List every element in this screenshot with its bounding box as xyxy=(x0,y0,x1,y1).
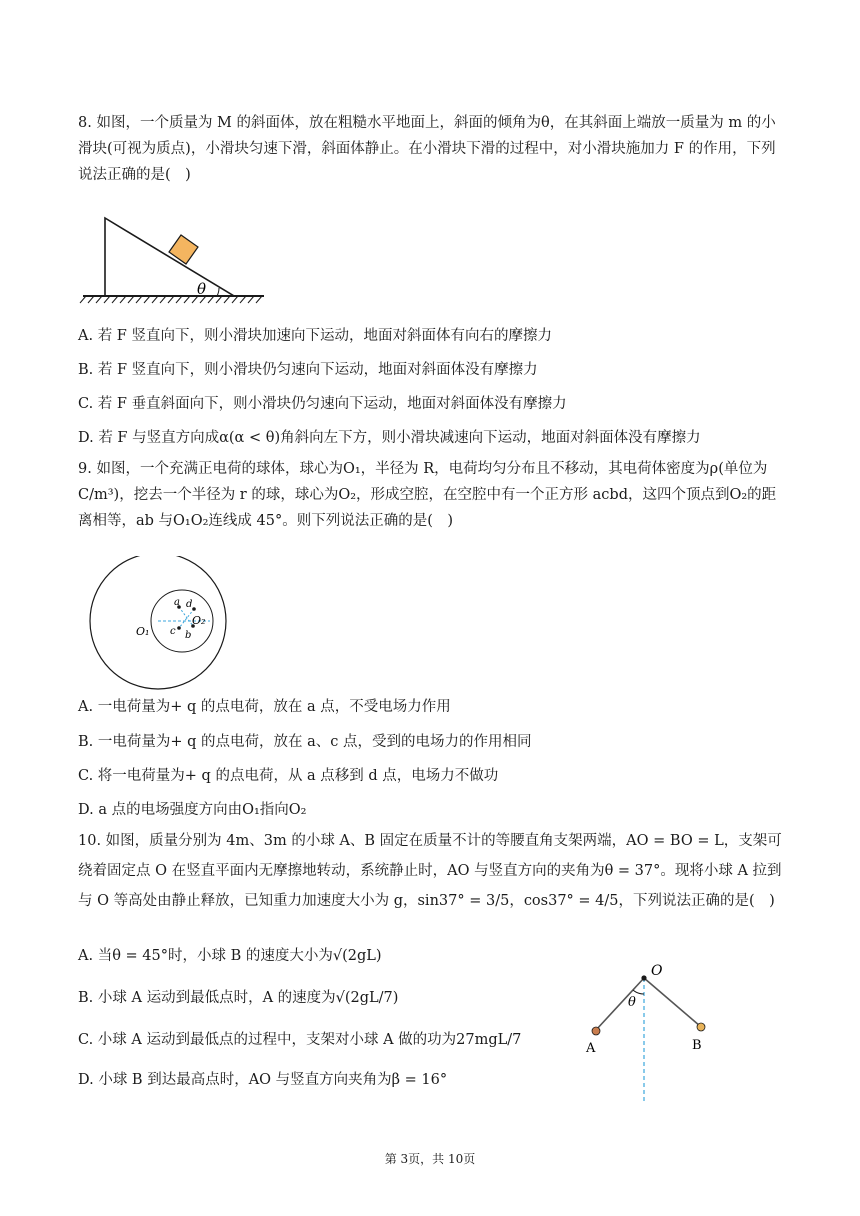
q9-option-b[interactable]: B. 一电荷量为+ q 的点电荷，放在 a、c 点，受到的电场力的作用相同 xyxy=(78,734,532,750)
q9-stem: 9. 如图，一个充满正电荷的球体，球心为O₁，半径为 R，电荷均匀分布且不移动，其电荷体密度为ρ(单位为 C/m³)，挖去一个半径为 r 的球，球心为O₂，形成空腔，在空腔中有一个正方形 acbd，这四个顶点到O₂的距离相等，ab 与O₁O₂连线成 45°。则下列说法正确的是( ) xyxy=(78,461,777,529)
o1-label: O₁ xyxy=(136,625,150,638)
b-label: B xyxy=(692,1038,702,1053)
o2-label: O₂ xyxy=(192,614,206,627)
q9-option-d[interactable]: D. a 点的电场强度方向由O₁指向O₂ xyxy=(78,802,307,818)
q9-option-c[interactable]: C. 将一电荷量为+ q 的点电荷，从 a 点移到 d 点，电场力不做功 xyxy=(78,768,499,784)
theta-label: θ xyxy=(197,280,207,298)
page-footer: 第 3页，共 10页 xyxy=(384,1152,476,1166)
q8-stem: 8. 如图，一个质量为 M 的斜面体，放在粗糙水平地面上，斜面的倾角为θ，在其斜面上端放一质量为 m 的小滑块(可视为质点)，小滑块匀速下滑，斜面体静止。在小滑块下滑的过程中，对小滑块施加力 F 的作用，下列说法正确的是( ) xyxy=(78,115,776,183)
q10-option-c[interactable]: C. 小球 A 运动到最低点的过程中，支架对小球 A 做的功为27mgL/7 xyxy=(78,1032,522,1048)
q9-sphere-figure xyxy=(78,556,238,690)
point-a-label: a xyxy=(174,597,180,608)
q8-option-c[interactable]: C. 若 F 垂直斜面向下，则小滑块仍匀速向下运动，地面对斜面体没有摩擦力 xyxy=(78,396,567,412)
q8-incline-figure xyxy=(78,212,268,304)
point-b-label: b xyxy=(185,630,192,641)
ball-a xyxy=(592,1027,600,1035)
q8-option-a[interactable]: A. 若 F 竖直向下，则小滑块加速向下运动，地面对斜面体有向右的摩擦力 xyxy=(78,328,552,344)
theta-label-q10: θ xyxy=(628,995,636,1010)
ball-b xyxy=(697,1023,705,1031)
q10-pendulum-figure xyxy=(580,960,720,1108)
outer-sphere xyxy=(90,556,226,689)
q10-stem: 10. 如图，质量分别为 4m、3m 的小球 A、B 固定在质量不计的等腰直角支架两端，AO = BO = L，支架可绕着固定点 O 在竖直平面内无摩擦地转动，系统静止时，AO 与竖直方向的夹角为θ = 37°。现将小球 A 拉到与 O 等高处由静止释放，已知重力加速度大小为 g，sin37° = 3/5，cos37° = 4/5，下列说法正确的是( ) xyxy=(78,833,782,909)
q8-option-d[interactable]: D. 若 F 与竖直方向成α(α < θ)角斜向左下方，则小滑块减速向下运动，地面对斜面体没有摩擦力 xyxy=(78,430,701,446)
o-label: O xyxy=(651,963,663,979)
q10-option-b[interactable]: B. 小球 A 运动到最低点时，A 的速度为√(2gL/7) xyxy=(78,990,399,1006)
q10-option-a[interactable]: A. 当θ = 45°时，小球 B 的速度大小为√(2gL) xyxy=(78,948,382,964)
point-c-label: c xyxy=(170,626,176,637)
a-label: A xyxy=(586,1041,596,1056)
point-d-label: d xyxy=(186,599,193,610)
q8-option-b[interactable]: B. 若 F 竖直向下，则小滑块仍匀速向下运动，地面对斜面体没有摩擦力 xyxy=(78,362,538,378)
incline-body xyxy=(105,218,234,296)
q10-option-d[interactable]: D. 小球 B 到达最高点时，AO 与竖直方向夹角为β = 16° xyxy=(78,1072,448,1088)
q9-option-a[interactable]: A. 一电荷量为+ q 的点电荷，放在 a 点，不受电场力作用 xyxy=(78,699,451,715)
pivot-o xyxy=(641,975,646,980)
